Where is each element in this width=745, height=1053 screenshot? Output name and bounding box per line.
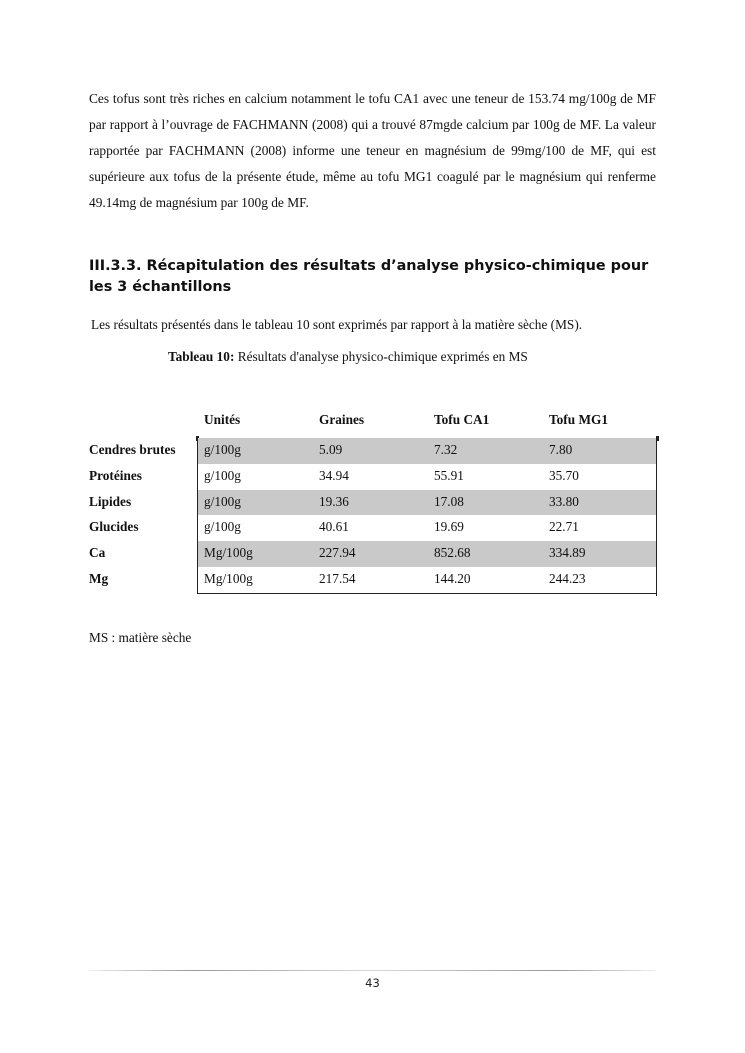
table-cell: Mg/100g — [204, 545, 253, 561]
row-label: Mg — [89, 570, 109, 586]
row-cells — [197, 490, 657, 516]
table-cell: g/100g — [204, 519, 241, 535]
header-tofu-mg1: Tofu MG1 — [549, 412, 608, 427]
section-heading: III.3.3. Récapitulation des résultats d’analyse physico-chimique pour les 3 échantillons — [89, 258, 649, 295]
header-tofu-ca1: Tofu CA1 — [434, 412, 490, 427]
row-label: Protéines — [89, 467, 142, 483]
table-cell: 217.54 — [319, 570, 356, 586]
footer-divider — [89, 970, 656, 971]
row-cells — [197, 464, 657, 490]
table-row — [89, 438, 659, 464]
table-cell: g/100g — [204, 493, 241, 509]
table-cell: 7.32 — [434, 442, 458, 457]
row-cells — [197, 567, 657, 594]
row-cells — [197, 515, 657, 541]
table-cell: 34.94 — [319, 467, 349, 483]
table-row — [89, 567, 659, 593]
table-cell: 19.36 — [319, 493, 349, 509]
table-cell: 19.69 — [434, 519, 464, 535]
table-cell: 852.68 — [434, 545, 471, 561]
table-cell: 17.08 — [434, 493, 464, 509]
page-number: 43 — [365, 976, 380, 990]
caption-text: Résultats d'analyse physico-chimique exprimés en MS — [234, 349, 528, 364]
table-cell: g/100g — [204, 442, 241, 457]
table-cell: 244.23 — [549, 570, 586, 586]
table-row — [89, 515, 659, 541]
table-cell: 334.89 — [549, 545, 586, 561]
caption-label: Tableau 10: — [168, 349, 235, 364]
table-row — [89, 464, 659, 490]
body-paragraph: Ces tofus sont très riches en calcium notamment le tofu CA1 avec une teneur de 153.74 mg/100g de MF par rapport à l’ouvrage de FACHMANN (2008) qui a trouvé 87mgde calcium par 100g de MF. La valeur rapportée par FACHMANN (2008) informe une teneur en magnésium de 99mg/100 de MF, qui est supérieure aux tofus de la présente étude, même au tofu MG1 coagulé par le magnésium qui renferme 49.14mg de magnésium par 100g de MF. — [89, 91, 656, 210]
row-cells — [197, 438, 657, 464]
table-cell: 35.70 — [549, 467, 579, 483]
table-cell: g/100g — [204, 467, 241, 483]
row-cells — [197, 541, 657, 567]
table-cell: 144.20 — [434, 570, 471, 586]
table-cell: 55.91 — [434, 467, 464, 483]
header-graines: Graines — [319, 412, 365, 427]
table-header — [89, 410, 659, 438]
table-row — [89, 490, 659, 516]
row-label: Cendres brutes — [89, 442, 176, 457]
header-unites: Unités — [204, 412, 241, 427]
table-cell: 5.09 — [319, 442, 343, 457]
intro-text: Les résultats présentés dans le tableau 10 sont exprimés par rapport à la matière sèche (MS). — [91, 317, 583, 332]
table-row — [89, 541, 659, 567]
table-cell: 22.71 — [549, 519, 579, 535]
table-cell: Mg/100g — [204, 570, 253, 586]
footnote: MS : matière sèche — [89, 630, 192, 645]
table-cell: 33.80 — [549, 493, 579, 509]
row-label: Lipides — [89, 493, 132, 509]
table-cell: 227.94 — [319, 545, 356, 561]
table-cell: 40.61 — [319, 519, 349, 535]
table-caption — [168, 348, 668, 366]
row-label: Ca — [89, 545, 106, 561]
row-label: Glucides — [89, 519, 139, 535]
table-cell: 7.80 — [549, 442, 573, 457]
results-table — [89, 410, 659, 593]
